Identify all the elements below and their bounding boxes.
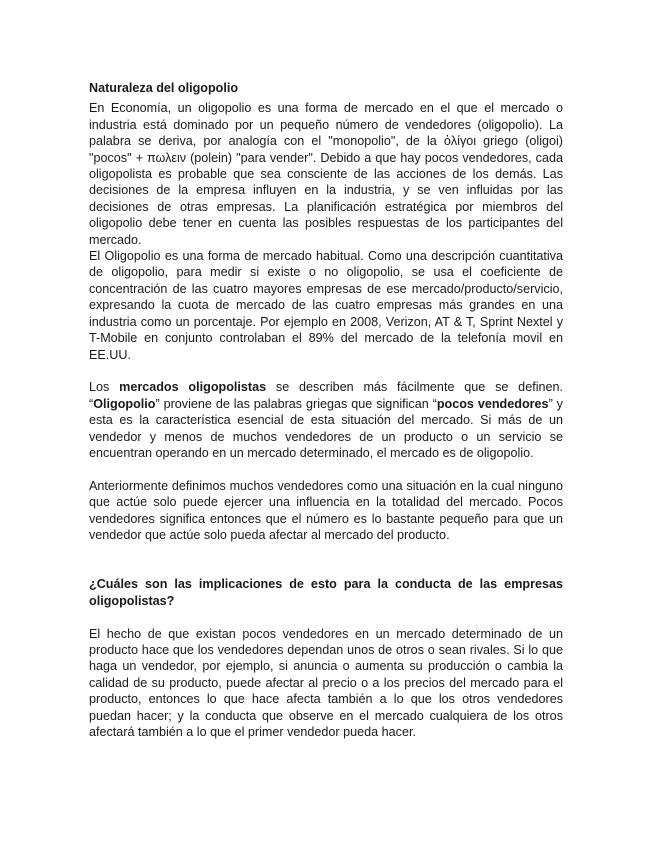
section-title-implicaciones: ¿Cuáles son las implicaciones de esto para la conducta de las empresas oligopolistas? — [89, 577, 563, 608]
bold-term-mercados-oligopolistas: mercados oligopolistas — [119, 380, 267, 395]
paragraph-definition: En Economía, un oligopolio es una forma de mercado en el que el mercado o industria está dominado por un pequeño número de vendedores (oligopolio). La palabra se deriva, por analogía con el "monopolio", de la ὀλίγοι griego (oligoi) "pocos" + πωλειν (polein) "para vender". Debido a que hay pocos vendedores, cada oligopolista es probable que sea consciente de las acciones de los demás. Las decisiones de la empresa influyen en la industria, y se ven influidas por las decisiones de otras empresas. La planificación estratégica por miembros del oligopolio debe tener en cuenta las posibles respuestas de los participantes del mercado. — [89, 101, 563, 247]
text-run: ” proviene de las palabras griegas que significan “ — [155, 396, 437, 411]
paragraph-mercados-oligopolistas — [89, 379, 563, 461]
document-page — [89, 80, 563, 740]
spacer — [89, 363, 563, 379]
bold-term-oligopolio: Oligopolio — [93, 396, 156, 411]
text-run: Los — [89, 380, 120, 395]
text-run: se describen más fácilmente que se definen. “ — [89, 380, 564, 411]
section-title-naturaleza: Naturaleza del oligopolio — [89, 81, 239, 95]
spacer — [89, 461, 563, 477]
bold-term-pocos-vendedores: pocos vendedores — [436, 396, 549, 411]
spacer — [89, 543, 563, 576]
paragraph-muchos-vendedores: Anteriormente definimos muchos vendedores como una situación en la cual ninguno que actúe solo puede ejercer una influencia en la totalidad del mercado. Pocos vendedores significa entonces que el número es lo bastante pequeño para que un vendedor que actúe solo pueda afectar al mercado del producto. — [89, 478, 563, 542]
paragraph-implicaciones: El hecho de que existan pocos vendedores en un mercado determinado de un producto hace que los vendedores dependan unos de otros o sean rivales. Si lo que haga un vendedor, por ejemplo, si anuncia o aumenta su producción o cambia la calidad de su producto, puede afectar al precio o a los precios del mercado para el producto, entonces lo que hace afecta también a lo que los otros vendedores puedan hacer; y la conducta que observe en el mercado cualquiera de los otros afectará también a lo que el primer vendedor pueda hacer. — [89, 626, 563, 739]
spacer — [89, 609, 563, 625]
paragraph-concentration: El Oligopolio es una forma de mercado habitual. Como una descripción cuantitativa de oligopolio, para medir si existe o no oligopolio, se usa el coeficiente de concentración de las cuatro mayores empresas de ese mercado/producto/servicio, expresando la cuota de mercado de las cuatro empresas más grandes en una industria como un porcentaje. Por ejemplo en 2008, Verizon, AT & T, Sprint Nextel y T-Mobile en conjunto controlaban el 89% del mercado de la telefonía movil en EE.UU. — [89, 249, 563, 362]
text-run: ” y esta es la característica esencial de esta situación del mercado. Si más de un vendedor y menos de muchos vendedores de un producto o un servicio se encuentran operando en un mercado determinado, el mercado es de oligopolio. — [89, 396, 563, 460]
